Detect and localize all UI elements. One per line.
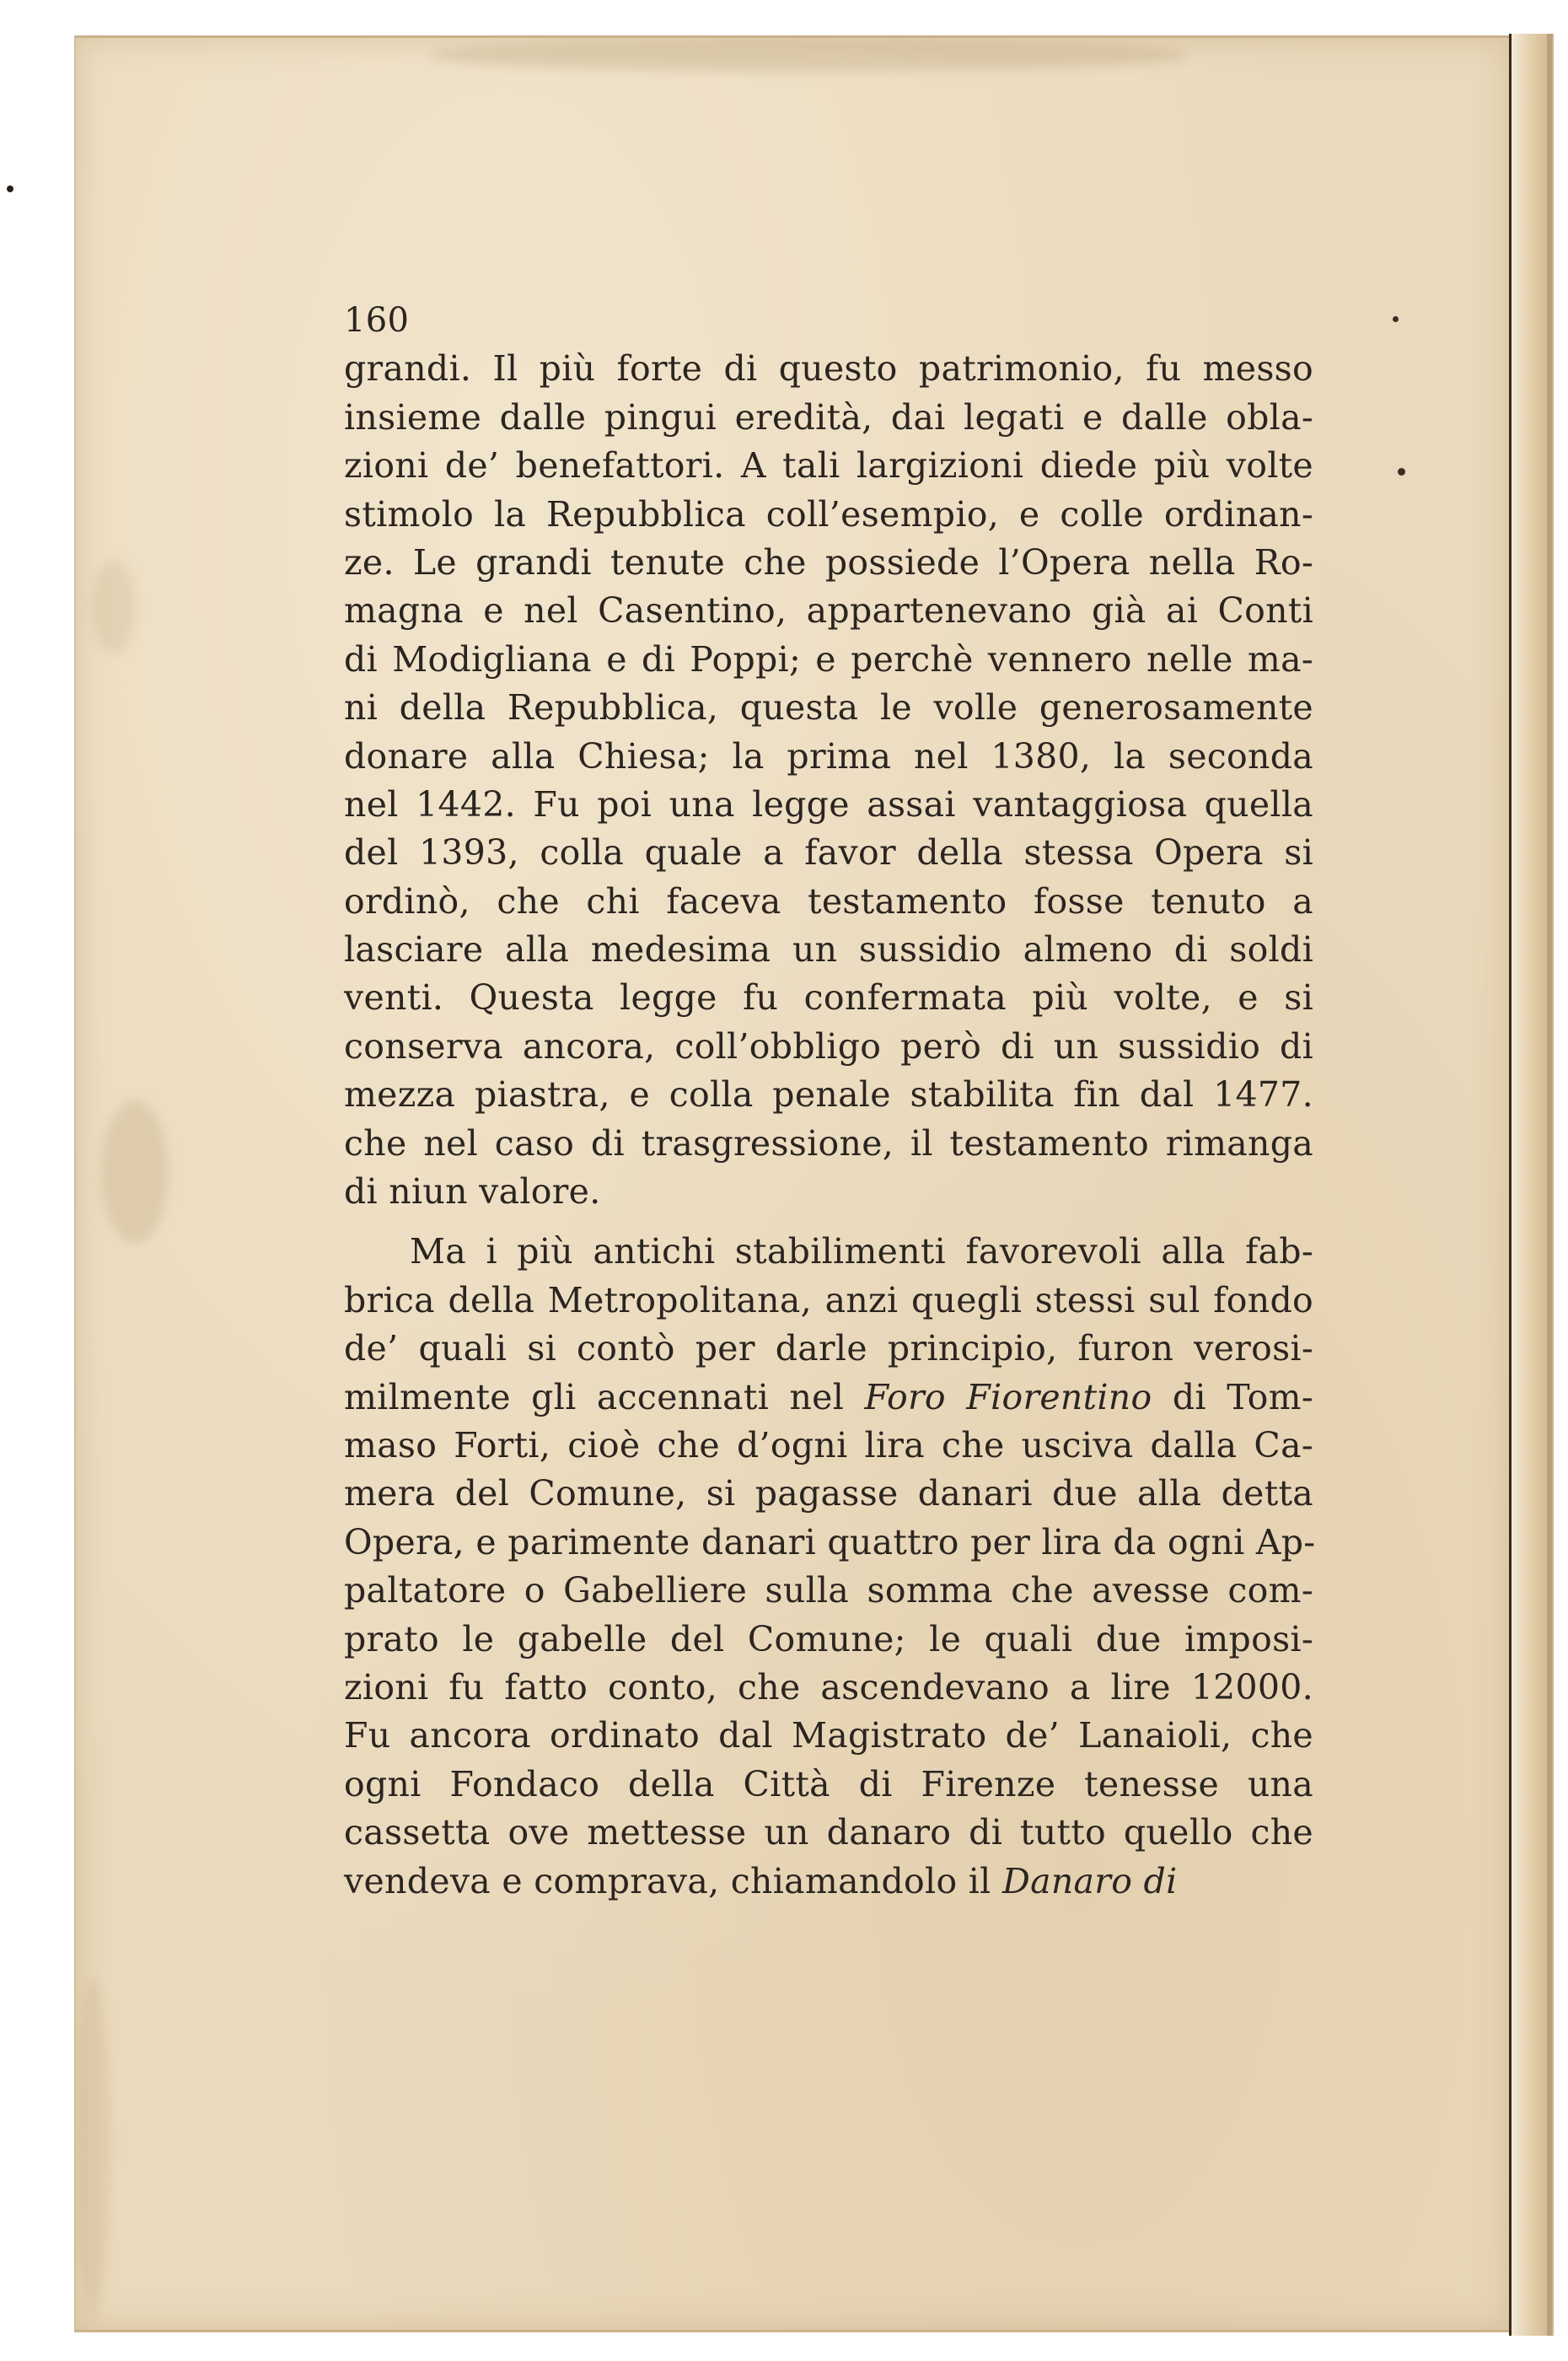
text-run: Ma i più antichi stabilimenti favorevoli alla fab-: [410, 1231, 1313, 1272]
body-text: [344, 297, 1316, 1906]
text-run: magna e nel Casentino, appartenevano già ai Conti: [344, 590, 1313, 632]
adjacent-page-shadow: [1547, 34, 1552, 2336]
text-line: [344, 1168, 1313, 1216]
text-line: [344, 1567, 1313, 1615]
text-line: [344, 781, 1313, 829]
text-line: [344, 1023, 1313, 1071]
text-line: [344, 442, 1313, 490]
foxing-stain: [76, 1977, 110, 2315]
text-line: [344, 587, 1313, 635]
text-line: [344, 926, 1313, 974]
scan-speck: [7, 186, 13, 192]
text-line: [344, 733, 1313, 781]
text-run: prato le gabelle del Comune; le quali due imposi-: [344, 1618, 1313, 1659]
text-run: grandi. Il più forte di questo patrimonio, fu messo: [344, 348, 1313, 390]
italic-text: Danaro di: [1001, 1860, 1178, 1901]
text-line: [344, 491, 1313, 539]
text-run: lasciare alla medesima un sussidio almeno di soldi: [344, 929, 1313, 971]
text-line: [344, 345, 1313, 393]
text-line: [344, 394, 1313, 442]
text-run: mezza piastra, e colla penale stabilita fin dal 1477.: [344, 1074, 1313, 1116]
text-line: [344, 1071, 1313, 1119]
italic-text: Foro Fiorentino: [864, 1376, 1152, 1417]
text-line: [344, 878, 1313, 926]
text-line: [344, 636, 1313, 684]
text-run: venti. Questa legge fu confermata più volte, e si: [344, 977, 1313, 1019]
text-line: [344, 1761, 1313, 1809]
text-run: milmente gli accennati nel: [344, 1376, 865, 1417]
text-run: che nel caso di trasgressione, il testamento rimanga: [344, 1122, 1313, 1164]
text-run: di Tom-: [1152, 1376, 1313, 1417]
text-run: conserva ancora, coll’obbligo però di un sussidio di: [344, 1025, 1313, 1067]
text-line: [344, 1120, 1313, 1168]
text-line: [344, 1858, 1313, 1906]
text-line: [344, 1470, 1313, 1518]
text-line: [344, 829, 1313, 877]
text-run: nel 1442. Fu poi una legge assai vantaggiosa quella: [344, 783, 1313, 825]
foxing-stain: [430, 38, 1189, 72]
paragraph: [344, 1228, 1316, 1905]
text-run: ordinò, che chi faceva testamento fosse tenuto a: [344, 880, 1313, 922]
text-line: [344, 1519, 1316, 1567]
text-line: [344, 1325, 1313, 1373]
text-line: [344, 974, 1313, 1022]
text-line: [344, 1374, 1313, 1422]
text-line: [344, 1712, 1313, 1760]
text-run: maso Forti, cioè che d’ogni lira che usciva dalla Ca-: [344, 1424, 1313, 1466]
text-line: [344, 1809, 1313, 1857]
foxing-stain: [93, 561, 135, 653]
page-number: 160: [344, 301, 410, 340]
text-run: Opera, e parimente danari quattro per lira da ogni Ap-: [344, 1521, 1316, 1562]
ink-speck: [1398, 468, 1405, 476]
text-line: [344, 1616, 1313, 1664]
text-run: donare alla Chiesa; la prima nel 1380, la seconda: [344, 735, 1313, 777]
paragraph: [344, 345, 1313, 1216]
text-run: cassetta ove mettesse un danaro di tutto quello che: [344, 1812, 1313, 1853]
text-run: di Modigliana e di Poppi; e perchè vennero nelle ma-: [344, 638, 1313, 680]
text-line: [344, 1277, 1313, 1325]
text-run: paltatore o Gabelliere sulla somma che avesse com-: [344, 1570, 1313, 1611]
ink-speck: [1393, 316, 1399, 322]
paragraph-gap: [344, 1216, 1313, 1228]
text-run: zioni fu fatto conto, che ascendevano a lire 12000.: [344, 1666, 1313, 1708]
text-line: [344, 684, 1313, 732]
text-run: ze. Le grandi tenute che possiede l’Opera nella Ro-: [344, 541, 1313, 583]
text-run: ni della Repubblica, questa le volle generosamente: [344, 687, 1313, 729]
text-run: stimolo la Repubblica coll’esempio, e colle ordinan-: [344, 493, 1313, 535]
text-run: insieme dalle pingui eredità, dai legati e dalle obla-: [344, 396, 1313, 438]
text-run: ogni Fondaco della Città di Firenze tenesse una: [344, 1763, 1313, 1804]
text-run: de’ quali si contò per darle principio, furon verosi-: [344, 1328, 1313, 1369]
foxing-stain: [101, 1100, 169, 1244]
text-run: vendeva e comprava, chiamandolo il: [344, 1860, 1002, 1901]
text-run: Fu ancora ordinato dal Magistrato de’ Lanaioli, che: [344, 1715, 1313, 1756]
text-run: mera del Comune, si pagasse danari due alla detta: [344, 1473, 1313, 1514]
text-run: del 1393, colla quale a favor della stessa Opera si: [344, 832, 1313, 874]
text-line: [344, 1422, 1313, 1470]
text-line: [344, 539, 1313, 587]
paragraphs: [344, 345, 1316, 1906]
text-run: zioni de’ benefattori. A tali largizioni diede più volte: [344, 445, 1313, 487]
text-run: di niun valore.: [344, 1171, 601, 1213]
text-line: [344, 1228, 1313, 1276]
text-run: brica della Metropolitana, anzi quegli stessi sul fondo: [344, 1279, 1313, 1320]
text-line: [344, 1664, 1313, 1712]
